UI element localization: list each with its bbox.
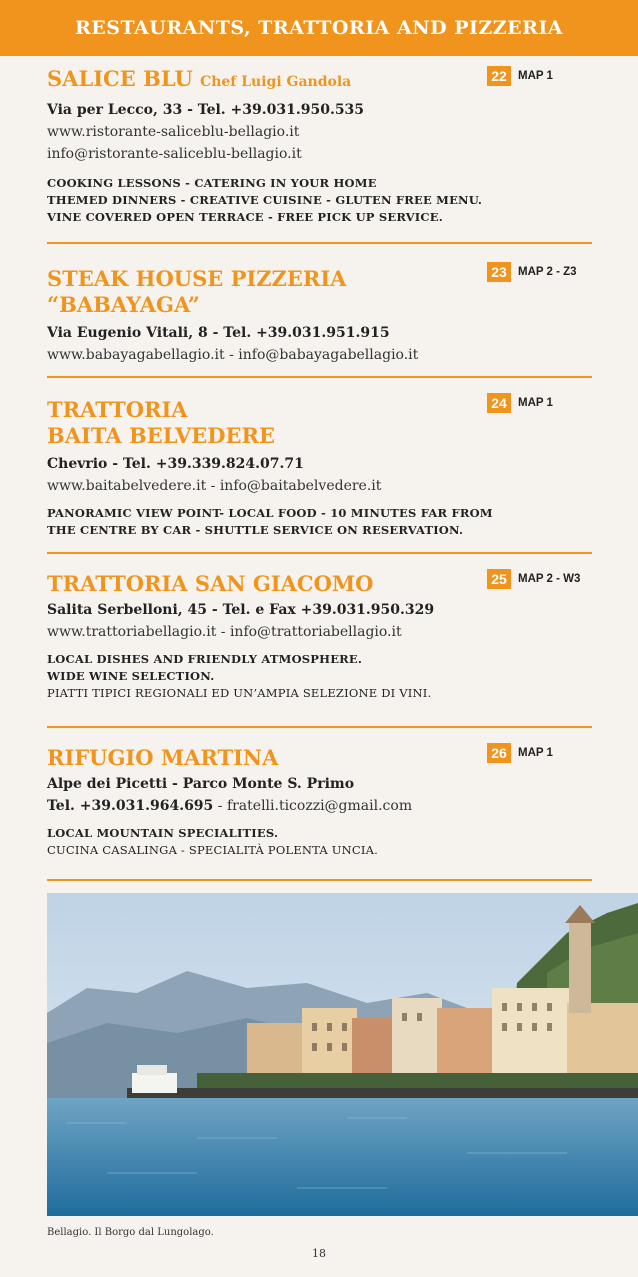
page-number: 18 [312,1247,326,1260]
phone-number: Tel. +39.031.964.695 [47,798,214,814]
listing-baita-belvedere [47,393,592,539]
address: Via Eugenio Vitali, 8 - Tel. +39.031.951.915 [47,325,390,341]
restaurant-name: TRATTORIA SAN GIACOMO [47,571,374,596]
map-reference: MAP 1 [518,70,553,82]
listing-san-giacomo [47,569,592,702]
feature-line: PANORAMIC VIEW POINT- LOCAL FOOD - 10 MINUTES FAR FROM [47,506,493,520]
address: Chevrio - Tel. +39.339.824.07.71 [47,456,304,472]
listing-badge [487,262,592,282]
map-reference: MAP 2 - Z3 [518,266,577,278]
email-link[interactable]: fratelli.ticozzi@gmail.com [226,798,413,814]
email-link[interactable]: info@ristorante-saliceblu-bellagio.it [47,146,302,162]
map-reference: MAP 1 [518,747,553,759]
website-link[interactable]: www.babayagabellagio.it - info@babayagabellagio.it [47,347,419,363]
listing-badge [487,393,592,413]
map-reference: MAP 1 [518,397,553,409]
bellagio-illustration [47,893,638,1216]
listing-number: 23 [487,262,511,282]
listing-number: 25 [487,569,511,589]
divider [47,242,592,244]
address: Salita Serbelloni, 45 - Tel. e Fax +39.031.950.329 [47,602,435,618]
chef-name: Chef Luigi Gandola [200,74,352,90]
website-link[interactable]: www.trattoriabellagio.it - info@trattoriabellagio.it [47,624,402,640]
listing-badge [487,743,592,763]
restaurant-name-line2: “BABAYAGA” [47,292,200,317]
restaurant-name: TRATTORIA [47,397,188,422]
listing-babayaga [47,262,592,366]
restaurant-name: RIFUGIO MARTINA [47,745,279,770]
divider [47,726,592,728]
feature-line: LOCAL DISHES AND FRIENDLY ATMOSPHERE. [47,652,363,666]
feature-line-italian: PIATTI TIPICI REGIONALI ED UN’AMPIA SELEZIONE DI VINI. [47,686,432,700]
feature-line: VINE COVERED OPEN TERRACE - FREE PICK UP SERVICE. [47,210,443,224]
page-header [0,0,638,56]
listing-badge [487,569,592,589]
listing-number: 24 [487,393,511,413]
map-reference: MAP 2 - W3 [518,573,581,585]
feature-line: THE CENTRE BY CAR - SHUTTLE SERVICE ON RESERVATION. [47,523,464,537]
restaurant-name: STEAK HOUSE PIZZERIA [47,266,347,291]
feature-line: WIDE WINE SELECTION. [47,669,215,683]
address: Via per Lecco, 33 - Tel. +39.031.950.535 [47,102,365,118]
bellagio-photo [47,893,638,1216]
feature-line-italian: CUCINA CASALINGA - SPECIALITÀ POLENTA UNCIA. [47,843,379,857]
website-link[interactable]: www.baitabelvedere.it - info@baitabelvedere.it [47,478,382,494]
website-link[interactable]: www.ristorante-saliceblu-bellagio.it [47,124,300,140]
divider [47,376,592,378]
section-title: RESTAURANTS, TRATTORIA AND PIZZERIA [74,17,564,39]
restaurant-name-text: SALICE BLU [47,66,193,91]
listing-rifugio-martina [47,743,592,859]
divider [47,552,592,554]
address: Alpe dei Picetti - Parco Monte S. Primo [47,776,355,792]
listing-saliceblu [47,66,592,226]
restaurant-name-line2: BAITA BELVEDERE [47,423,275,448]
feature-line: LOCAL MOUNTAIN SPECIALITIES. [47,826,279,840]
divider [47,879,592,881]
listing-badge [487,66,592,86]
photo-caption: Bellagio. Il Borgo dal Lungolago. [47,1227,214,1238]
listing-number: 26 [487,743,511,763]
listing-number: 22 [487,66,511,86]
email-separator: - [217,798,227,814]
feature-line: THEMED DINNERS - CREATIVE CUISINE - GLUTEN FREE MENU. [47,193,483,207]
feature-line: COOKING LESSONS - CATERING IN YOUR HOME [47,176,377,190]
contact-line [47,795,592,817]
